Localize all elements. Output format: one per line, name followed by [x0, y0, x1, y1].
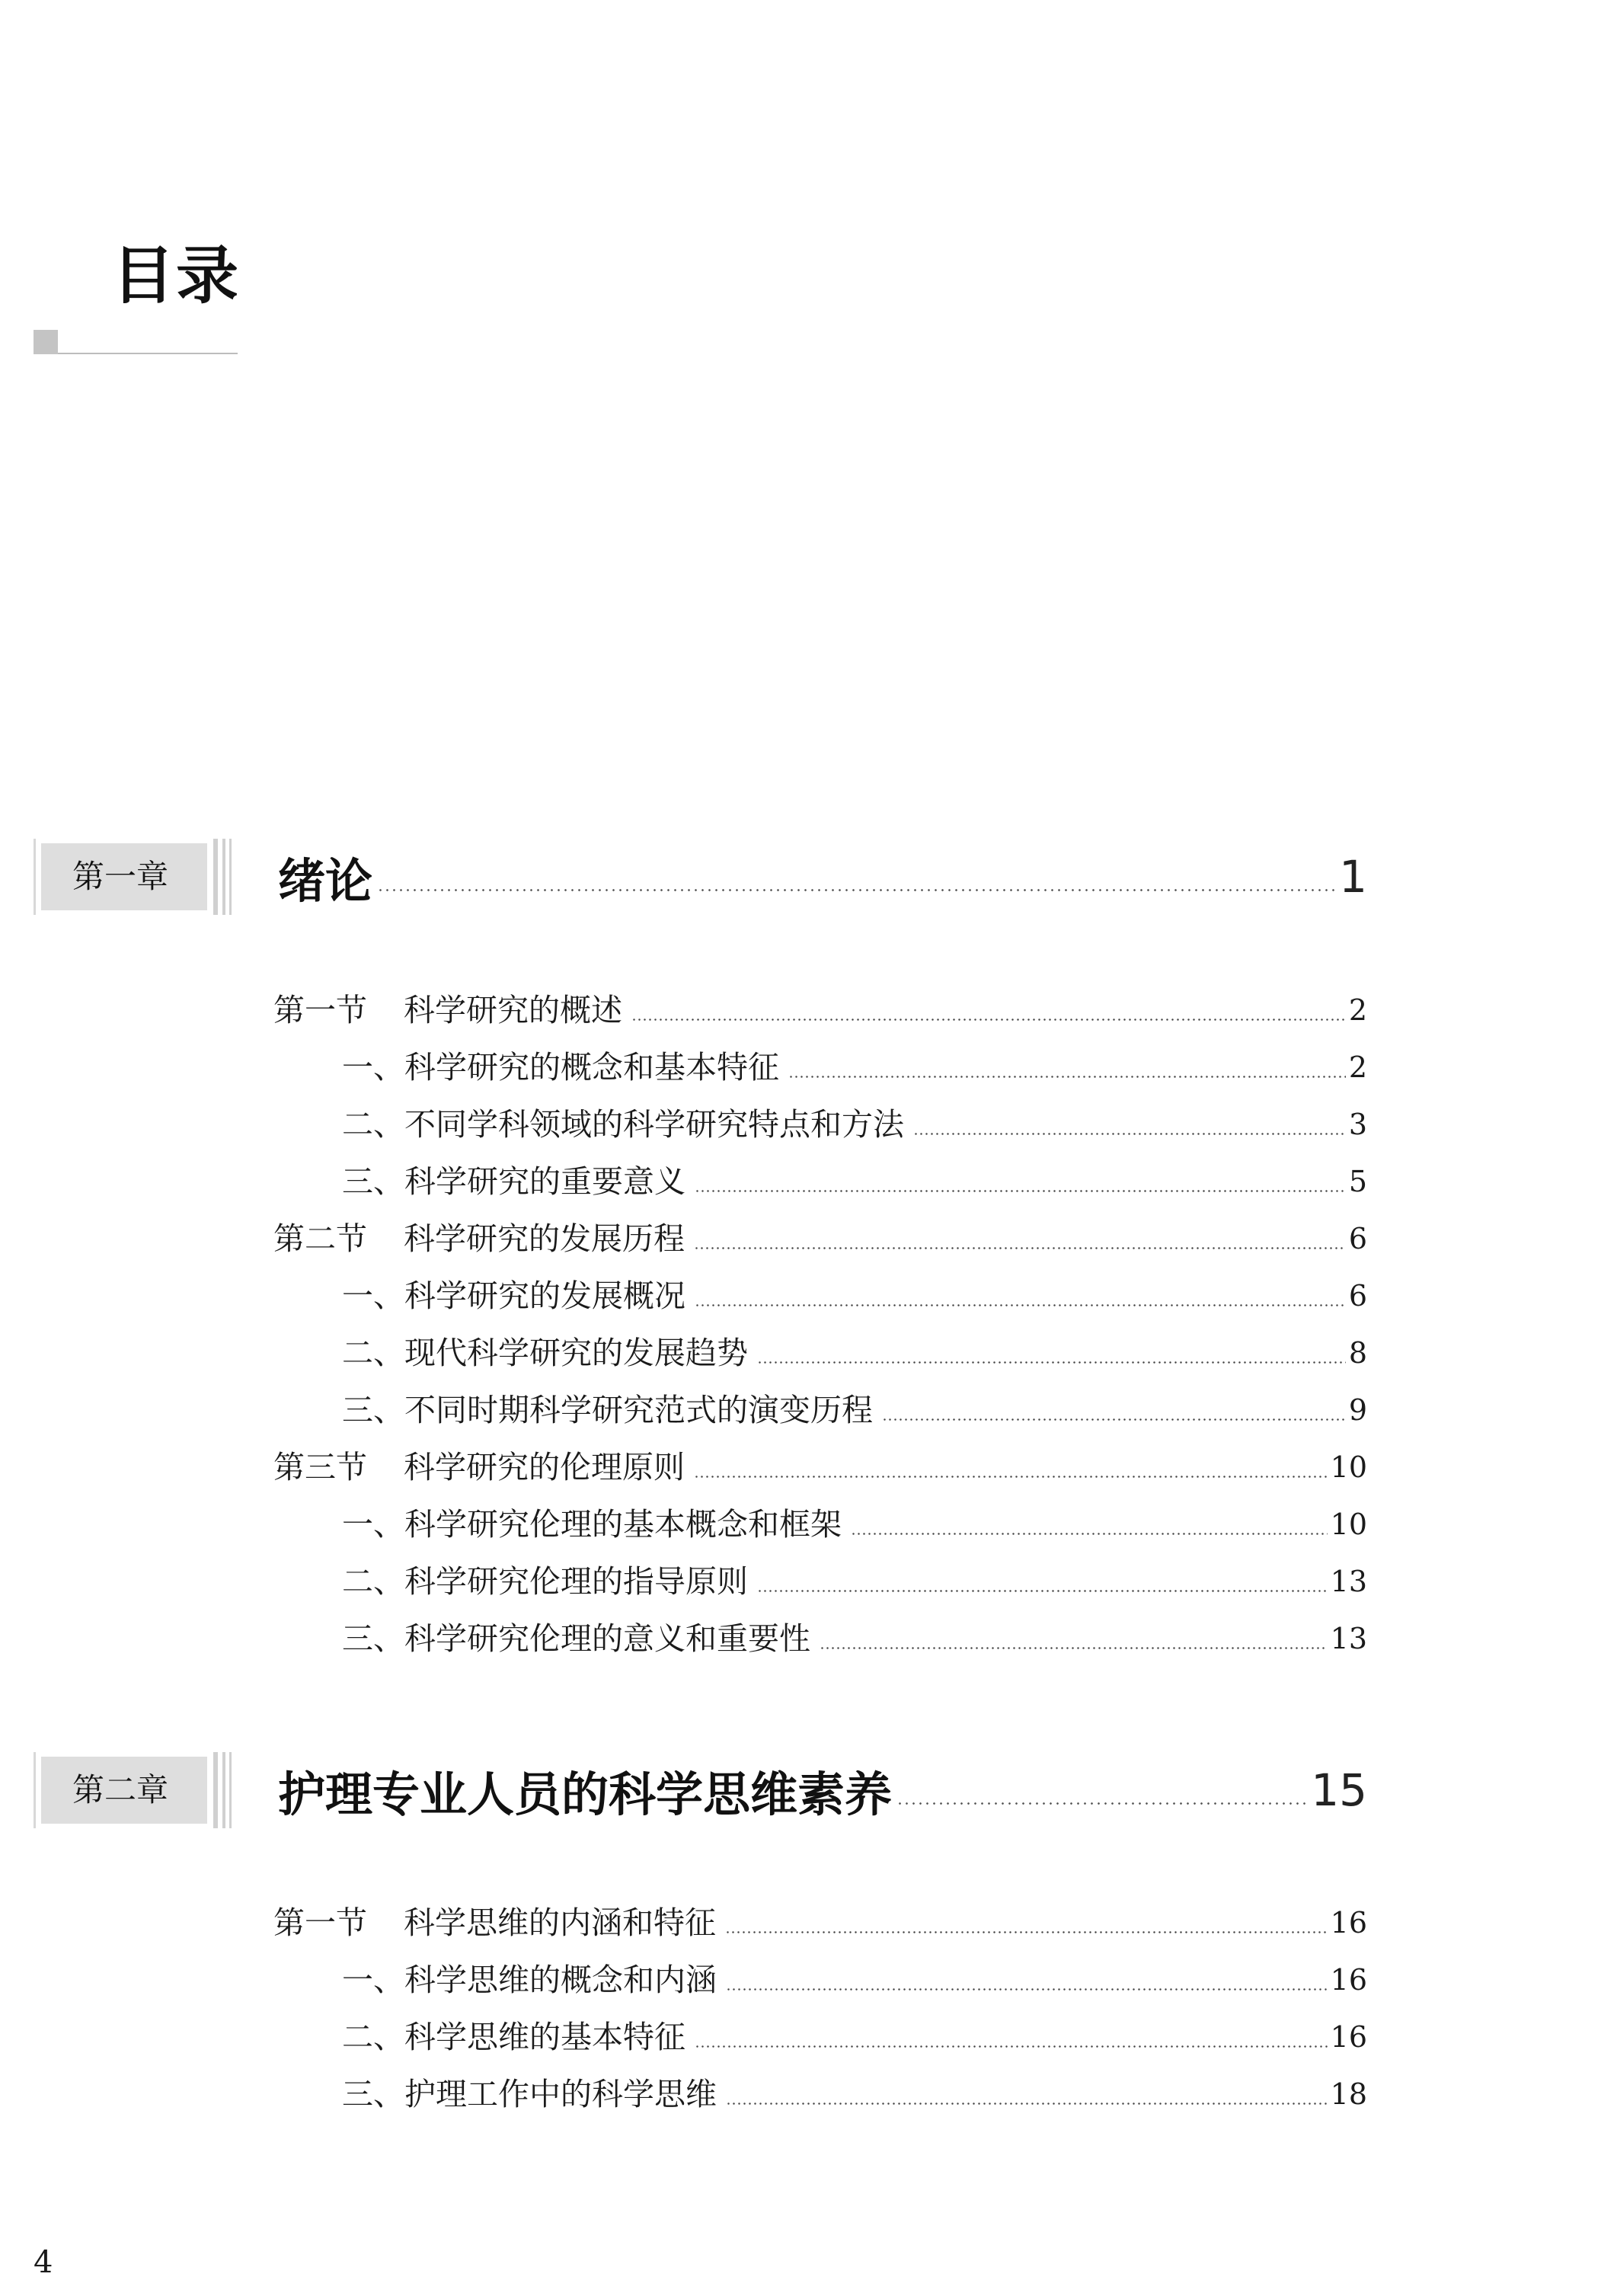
- entry-title: 科学研究的发展历程: [404, 1220, 685, 1257]
- page-number: 4: [34, 2245, 53, 2280]
- dot-leader: [896, 1752, 1306, 1828]
- chapter-badge: [34, 839, 236, 915]
- toc-entry-subsection[interactable]: [342, 1160, 1367, 1203]
- entry-title: 现代科学研究的发展趋势: [404, 1335, 748, 1371]
- entry-page-number: 18: [1330, 2077, 1367, 2111]
- toc-entry-section[interactable]: [273, 989, 1367, 1031]
- entry-title: 科学研究伦理的基本概念和框架: [404, 1506, 842, 1543]
- subsection-number: 一、: [342, 1278, 404, 1314]
- dot-leader: [757, 1560, 1328, 1603]
- toc-entry-subsection[interactable]: [342, 1560, 1367, 1603]
- entry-page-number: 6: [1348, 1222, 1367, 1255]
- dot-leader: [851, 1503, 1328, 1546]
- toc-entry-subsection[interactable]: [342, 1617, 1367, 1660]
- entry-title: 科学研究的重要意义: [404, 1163, 685, 1200]
- entry-title: 科学研究的伦理原则: [404, 1449, 685, 1485]
- chapter-header[interactable]: [0, 1752, 1617, 1828]
- section-number: 第三节: [273, 1449, 367, 1485]
- toc-entry-subsection[interactable]: [342, 1103, 1367, 1146]
- entry-title: 科学思维的概念和内涵: [404, 1962, 717, 1998]
- chapter-title: 护理专业人员的科学思维素养: [278, 1766, 893, 1822]
- entry-page-number: 9: [1348, 1393, 1367, 1427]
- entry-page-number: 16: [1330, 1906, 1367, 1939]
- dot-leader: [631, 989, 1346, 1031]
- dot-leader: [820, 1617, 1328, 1660]
- entry-page-number: 16: [1330, 2020, 1367, 2054]
- dot-leader: [695, 1274, 1346, 1317]
- section-number: 第二节: [273, 1220, 367, 1257]
- entry-title: 科学研究的发展概况: [404, 1278, 685, 1314]
- entry-page-number: 5: [1348, 1165, 1367, 1198]
- toc-entry-section[interactable]: [273, 1901, 1367, 1944]
- entry-page-number: 16: [1330, 1963, 1367, 1997]
- toc-entry-section[interactable]: [273, 1217, 1367, 1260]
- entry-page-number: 10: [1330, 1450, 1367, 1484]
- dot-leader: [788, 1046, 1346, 1089]
- toc-entry-subsection[interactable]: [342, 1332, 1367, 1374]
- dot-leader: [694, 1446, 1328, 1489]
- dot-leader: [882, 1389, 1346, 1431]
- title-decor-square: [34, 330, 58, 354]
- dot-leader: [913, 1103, 1346, 1146]
- toc-entry-subsection[interactable]: [342, 1389, 1367, 1431]
- entry-title: 科学思维的基本特征: [404, 2019, 685, 2055]
- chapter-page-number: 1: [1339, 851, 1367, 903]
- toc-entry-section[interactable]: [273, 1446, 1367, 1489]
- entry-title: 科学研究的概述: [404, 992, 622, 1028]
- entry-page-number: 2: [1348, 993, 1367, 1027]
- toc-entry-subsection[interactable]: [342, 1503, 1367, 1546]
- subsection-number: 三、: [342, 1620, 404, 1657]
- subsection-number: 二、: [342, 1335, 404, 1371]
- subsection-number: 三、: [342, 1163, 404, 1200]
- section-number: 第一节: [273, 992, 367, 1028]
- entry-page-number: 13: [1330, 1565, 1367, 1598]
- chapter-badge-label: 第一章: [72, 858, 168, 895]
- chapter-header[interactable]: [0, 839, 1617, 915]
- toc-entry-subsection[interactable]: [342, 1959, 1367, 2001]
- subsection-number: 二、: [342, 1563, 404, 1600]
- entry-title: 科学研究伦理的指导原则: [404, 1563, 748, 1600]
- toc-entry-subsection[interactable]: [342, 2016, 1367, 2058]
- dot-leader: [725, 1901, 1328, 1944]
- entry-page-number: 10: [1330, 1508, 1367, 1541]
- entry-title: 科学思维的内涵和特征: [404, 1904, 716, 1941]
- subsection-number: 三、: [342, 2076, 404, 2112]
- entry-page-number: 2: [1348, 1050, 1367, 1084]
- subsection-number: 一、: [342, 1506, 404, 1543]
- title-underline: [58, 353, 238, 354]
- entry-title: 科学研究的概念和基本特征: [404, 1049, 779, 1086]
- toc-entry-subsection[interactable]: [342, 1274, 1367, 1317]
- entry-page-number: 8: [1348, 1336, 1367, 1370]
- chapter-page-number: 15: [1311, 1764, 1367, 1816]
- entry-title: 不同学科领域的科学研究特点和方法: [404, 1106, 904, 1143]
- chapter-badge: [34, 1752, 236, 1828]
- subsection-number: 二、: [342, 2019, 404, 2055]
- subsection-number: 二、: [342, 1106, 404, 1143]
- dot-leader: [695, 2016, 1328, 2058]
- dot-leader: [726, 1959, 1328, 2001]
- chapter-badge-label: 第二章: [72, 1771, 168, 1808]
- subsection-number: 一、: [342, 1962, 404, 1998]
- dot-leader: [757, 1332, 1346, 1374]
- entry-page-number: 13: [1330, 1622, 1367, 1655]
- entry-title: 科学研究伦理的意义和重要性: [404, 1620, 810, 1657]
- subsection-number: 三、: [342, 1392, 404, 1428]
- entry-page-number: 3: [1348, 1108, 1367, 1141]
- subsection-number: 一、: [342, 1049, 404, 1086]
- dot-leader: [695, 1160, 1346, 1203]
- entry-title: 护理工作中的科学思维: [404, 2076, 717, 2112]
- entry-title: 不同时期科学研究范式的演变历程: [404, 1392, 873, 1428]
- toc-title: 目录: [112, 240, 241, 312]
- toc-entry-subsection[interactable]: [342, 2073, 1367, 2115]
- dot-leader: [726, 2073, 1328, 2115]
- chapter-title: 绪论: [278, 852, 373, 909]
- dot-leader: [377, 839, 1334, 915]
- entry-page-number: 6: [1348, 1279, 1367, 1313]
- dot-leader: [694, 1217, 1346, 1260]
- toc-entry-subsection[interactable]: [342, 1046, 1367, 1089]
- section-number: 第一节: [273, 1904, 367, 1941]
